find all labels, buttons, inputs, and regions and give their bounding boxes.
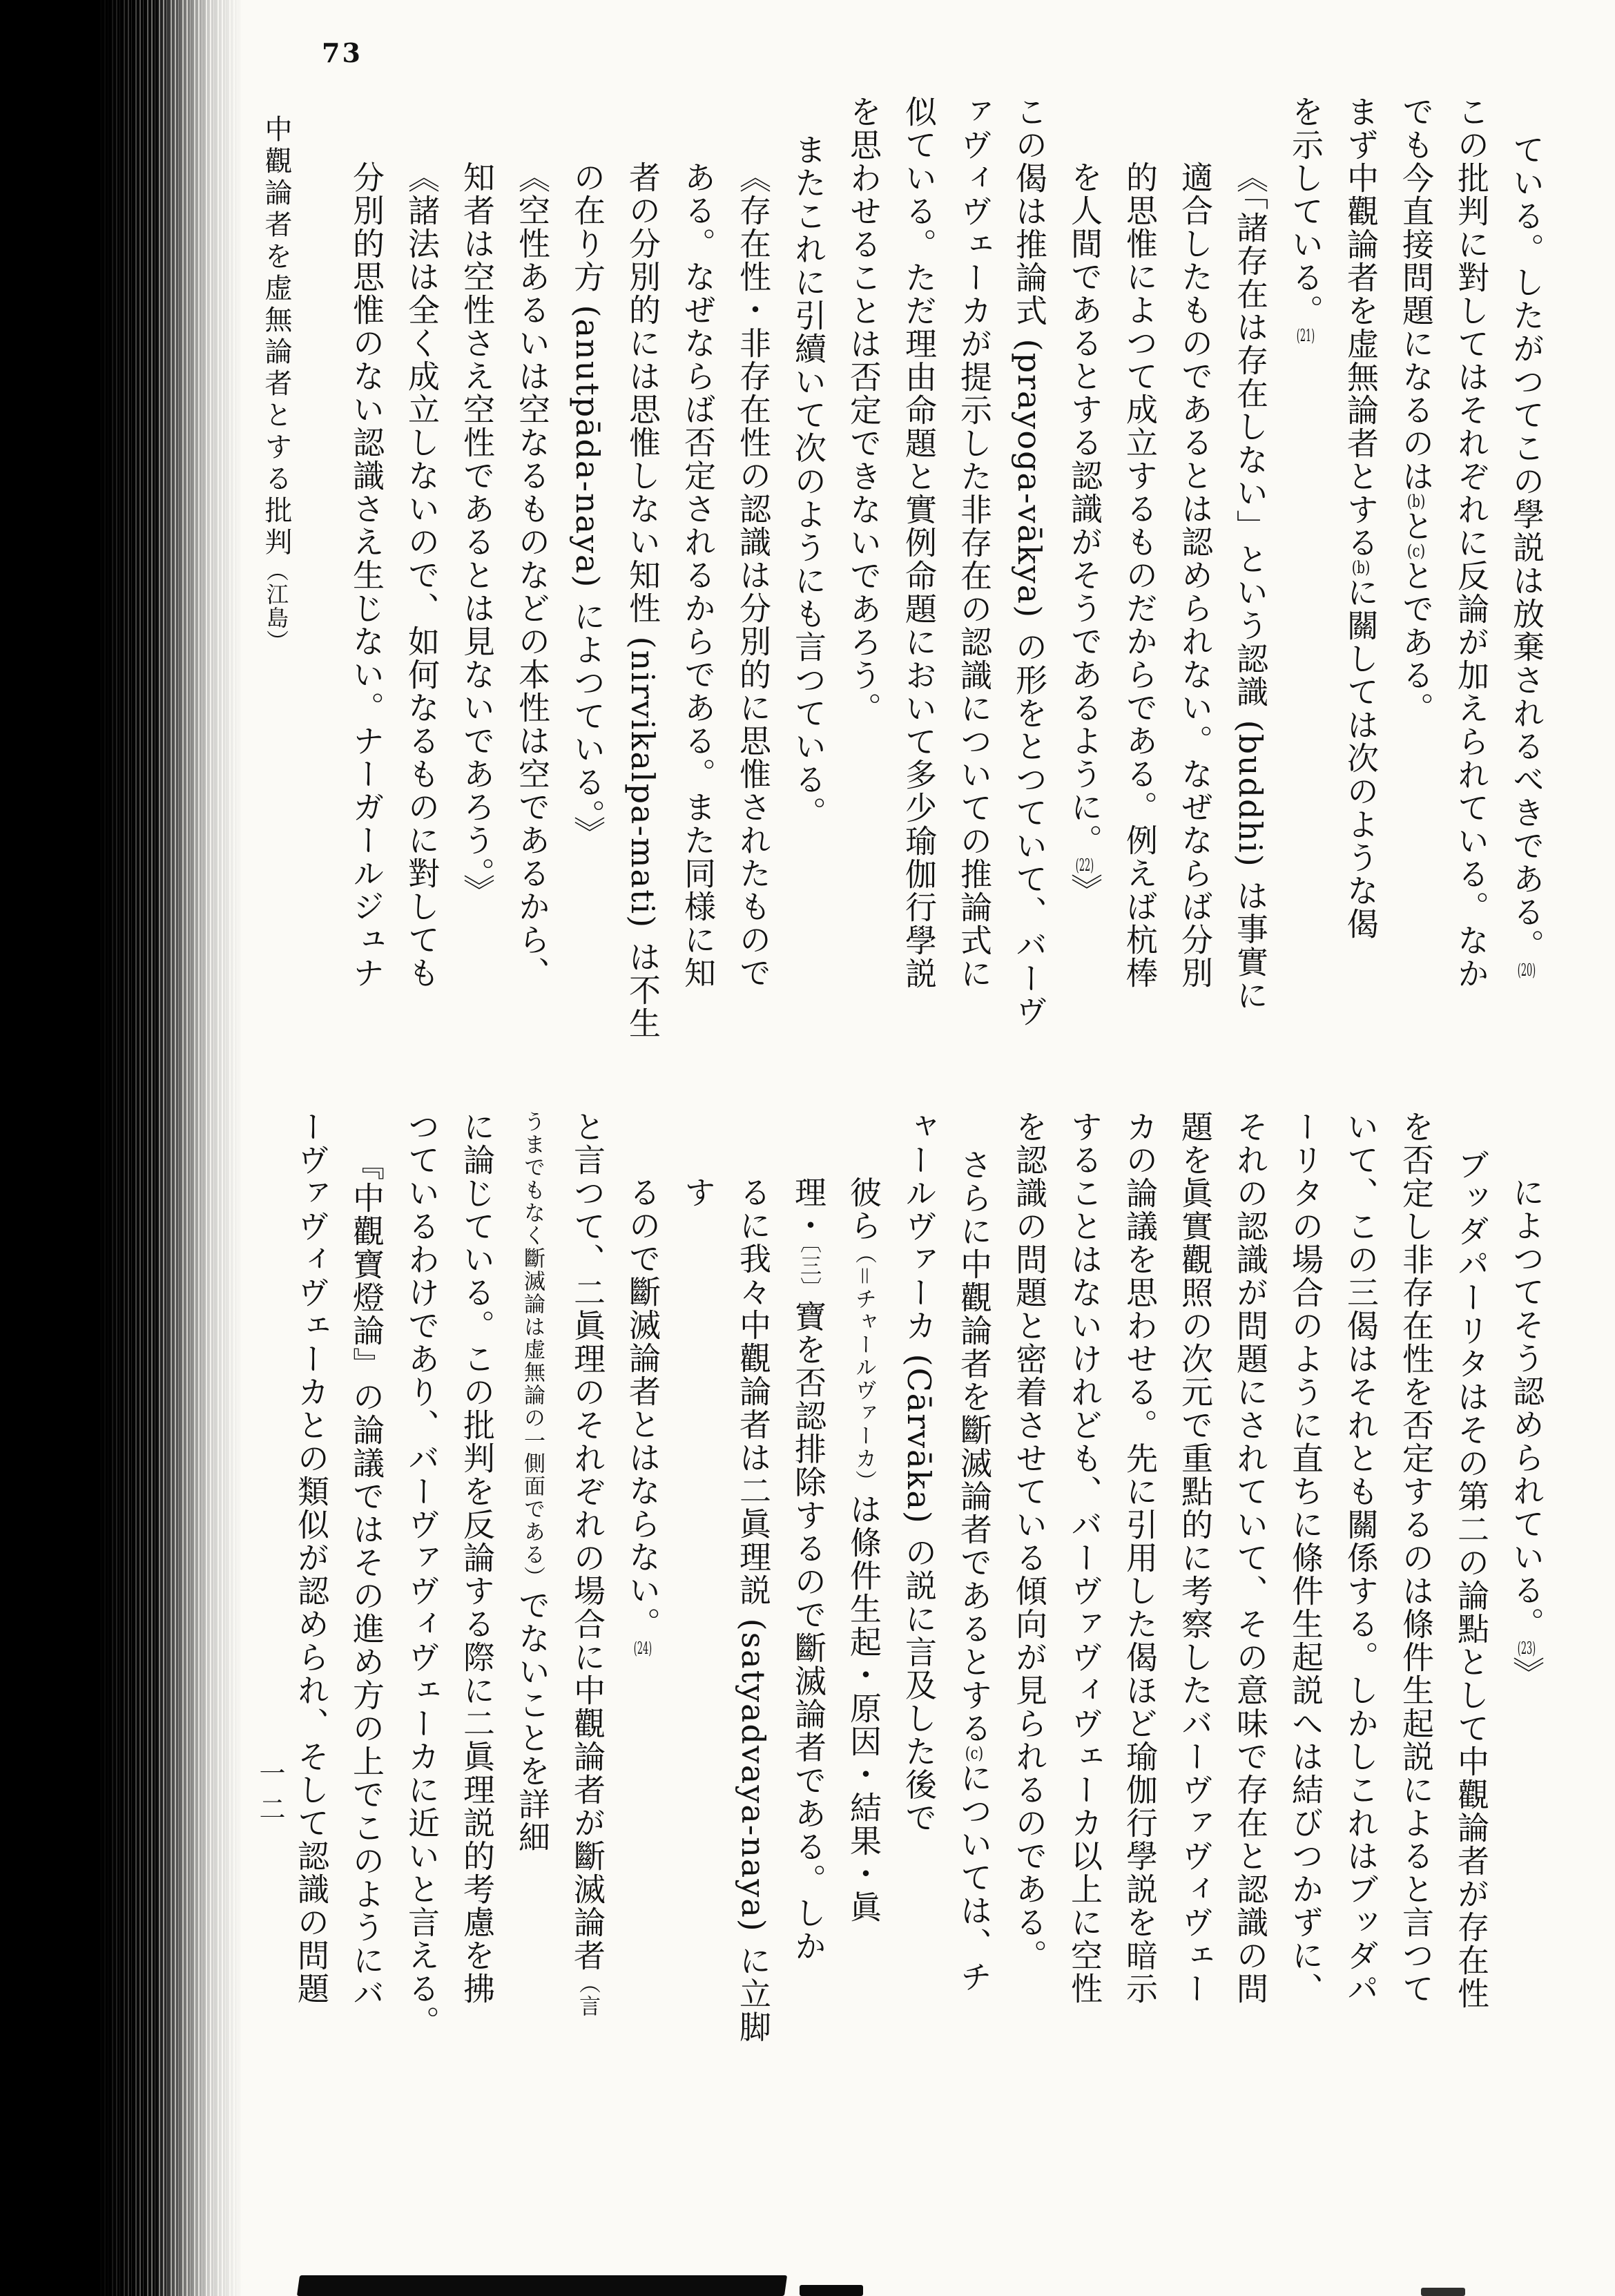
running-title-author: （江島） bbox=[263, 559, 289, 653]
text-run: まず中觀論者を虚無論者とする bbox=[1342, 95, 1380, 559]
bottom-text-block bbox=[284, 1110, 1554, 2072]
text-run: 彼ら bbox=[845, 1176, 882, 1242]
text-run: することはないけれども、バーヴァヴィヴェーカ以上に空性 bbox=[1066, 1110, 1103, 2005]
note-marker: (c) bbox=[1406, 543, 1426, 559]
text-column bbox=[394, 1110, 449, 2072]
text-column bbox=[449, 1110, 505, 2072]
text-run: るに我々中觀論者は二眞理説 (satyadvaya-naya) に立脚す bbox=[679, 1176, 772, 2044]
text-run: それの認識が問題にされていて、その意味で存在と認識の問 bbox=[1232, 1110, 1269, 2005]
text-run: でないことを詳細 bbox=[514, 1589, 551, 1854]
text-column bbox=[891, 95, 947, 1057]
text-column bbox=[781, 95, 836, 1057]
scan-smudge bbox=[297, 2275, 787, 2296]
text-run: に關しては次のような偈 bbox=[1342, 576, 1380, 940]
scan-smudge bbox=[800, 2285, 863, 2296]
text-run: ブッダパーリタはその第二の論點として中觀論者が存在性 bbox=[1453, 1148, 1490, 2010]
text-run: と bbox=[1398, 510, 1435, 543]
text-run: とである。 bbox=[1398, 559, 1435, 725]
header-page-number: 73 bbox=[322, 37, 362, 68]
text-column bbox=[284, 1110, 339, 2072]
text-run: によつてそう認められている。 bbox=[1508, 1176, 1545, 1640]
text-run: 《諸法は全く成立しないので、如何なるものに對しても bbox=[403, 161, 441, 990]
text-run: を思わせることは否定できないであろう。 bbox=[845, 95, 882, 725]
text-run: を示している。 bbox=[1287, 95, 1324, 327]
text-run: を否定し非存在性を否定するのは條件生起説によると言つて bbox=[1398, 1110, 1435, 2005]
text-column bbox=[1002, 1110, 1057, 2072]
text-run: 》 bbox=[1508, 1657, 1545, 1690]
text-column bbox=[1499, 1110, 1554, 2072]
text-run: 《空性あるいは空なるものなどの本性は空であるから、 bbox=[514, 161, 551, 990]
text-run: 知者は空性さえ空性であるとは見ないであろう。》 bbox=[458, 161, 496, 907]
text-column bbox=[339, 1110, 394, 2072]
small-note: うまでもなく斷滅論は虚無論の一側面である） bbox=[520, 1110, 545, 1589]
text-run: 理・ bbox=[790, 1176, 827, 1242]
text-column bbox=[726, 95, 781, 1057]
footer-page-number: 一二 bbox=[255, 1759, 285, 1831]
text-column bbox=[1223, 95, 1278, 1057]
scan-smudge bbox=[1421, 2288, 1465, 2296]
text-column bbox=[670, 1110, 781, 2072]
text-run: ャールヴァーカ (Cārvāka) の説に言及した後で bbox=[900, 1110, 938, 1835]
text-column bbox=[560, 95, 615, 1057]
text-column bbox=[339, 95, 394, 1057]
small-note: （＝チャールヴァーカ） bbox=[851, 1242, 876, 1493]
text-column bbox=[1499, 95, 1554, 1057]
text-column bbox=[947, 1110, 1002, 2072]
text-run: この批判に對してはそれぞれに反論が加えられている。なか bbox=[1453, 95, 1490, 990]
text-run: ーヴァヴィヴェーカとの類似が認められ、そして認識の問題 bbox=[293, 1110, 330, 2005]
text-run: の在り方 (anutpāda-naya) によつている。》 bbox=[569, 161, 606, 850]
text-run: 《存在性・非存在性の認識は分別的に思惟されたもので bbox=[735, 161, 772, 990]
text-run: またこれに引續いて次のようにも言つている。 bbox=[790, 133, 827, 829]
text-run: を人間であるとする認識がそうであるように。 bbox=[1066, 161, 1103, 857]
text-run: この偈は推論式 (prayoga-vākya) の形をとつていて、バーヴ bbox=[1011, 95, 1048, 1028]
text-column bbox=[781, 1110, 836, 2072]
text-column bbox=[836, 95, 891, 1057]
note-marker: (c) bbox=[965, 1745, 984, 1762]
text-column bbox=[1333, 95, 1389, 1057]
small-note: （言 bbox=[575, 1972, 600, 2018]
text-run: 》 bbox=[1066, 874, 1103, 907]
text-run: を認識の問題と密着させている傾向が見られるのである。 bbox=[1011, 1110, 1048, 1972]
running-title bbox=[257, 115, 296, 653]
text-run: さらに中觀論者を斷滅論者であるとする bbox=[956, 1148, 993, 1745]
text-column bbox=[1444, 1110, 1499, 2072]
text-run: は條件生起・原因・結果・眞 bbox=[845, 1493, 882, 1924]
text-column bbox=[615, 1110, 670, 2072]
note-marker: (b) bbox=[1351, 559, 1371, 576]
text-run: るので斷滅論者とはならない。 bbox=[624, 1176, 661, 1640]
text-run: 的思惟によつて成立するものだからである。例えば杭棒 bbox=[1121, 161, 1159, 990]
text-run: 分別的思惟のない認識さえ生じない。ナーガールジュナ bbox=[348, 161, 385, 990]
note-marker: (20) bbox=[1517, 962, 1536, 978]
text-column bbox=[560, 1110, 615, 2072]
text-column bbox=[1112, 95, 1168, 1057]
text-column bbox=[1389, 1110, 1444, 2072]
text-run: 《「諸存在は存在しない」という認識 (buddhi) は事實に bbox=[1232, 161, 1269, 1012]
note-marker: (21) bbox=[1296, 327, 1315, 344]
text-run: ァヴィヴェーカが提示した非存在の認識についての推論式に bbox=[956, 95, 993, 990]
text-run: ある。なぜならば否定されるからである。また同様に知 bbox=[679, 161, 717, 990]
top-text-block bbox=[339, 95, 1554, 1057]
text-column bbox=[1057, 95, 1112, 1057]
text-run: ている。したがつてこの學説は放棄されるべきである。 bbox=[1508, 133, 1545, 962]
text-column bbox=[449, 95, 505, 1057]
text-run: つているわけであり、バーヴァヴィヴェーカに近いと言える。 bbox=[403, 1110, 441, 2038]
text-column bbox=[947, 95, 1002, 1057]
text-column bbox=[1002, 95, 1057, 1057]
text-column bbox=[1278, 95, 1333, 1057]
text-column bbox=[505, 95, 560, 1057]
text-run: 題を眞實觀照の次元で重點的に考察したバーヴァヴィヴェー bbox=[1177, 1110, 1214, 2005]
book-binding-scan-band bbox=[0, 0, 250, 2296]
text-run: については、チ bbox=[956, 1762, 993, 1994]
text-column bbox=[1112, 1110, 1168, 2072]
text-run: に論じている。この批判を反論する際に二眞理説的考慮を拂 bbox=[458, 1110, 496, 2005]
text-run: 者の分別的には思惟しない知性 (nirvikalpa-mati) は不生 bbox=[624, 161, 661, 1040]
note-marker: (b) bbox=[1406, 493, 1426, 510]
text-column bbox=[1057, 1110, 1112, 2072]
text-column bbox=[1333, 1110, 1389, 2072]
text-column bbox=[1223, 1110, 1278, 2072]
text-column bbox=[505, 1110, 560, 2072]
text-run: と言つて、二眞理のそれぞれの場合に中觀論者が斷滅論者 bbox=[569, 1110, 606, 1972]
text-run: 『中觀寶燈論』の論議ではその進め方の上でこのようにバ bbox=[348, 1148, 385, 2010]
text-column bbox=[394, 95, 449, 1057]
text-column bbox=[891, 1110, 947, 2072]
text-column bbox=[836, 1110, 891, 2072]
text-column bbox=[1278, 1110, 1333, 2072]
text-run: カの論議を思わせる。先に引用した偈ほど瑜伽行學説を暗示 bbox=[1121, 1110, 1159, 2005]
text-column bbox=[1168, 1110, 1223, 2072]
text-column bbox=[615, 95, 670, 1057]
note-marker: (23) bbox=[1517, 1640, 1536, 1657]
note-marker: (22) bbox=[1075, 857, 1094, 874]
text-column bbox=[1444, 95, 1499, 1057]
text-run: 似ている。ただ理由命題と實例命題において多少瑜伽行學説 bbox=[900, 95, 938, 990]
text-run: ーリタの場合のように直ちに條件生起説へは結びつかずに、 bbox=[1287, 1110, 1324, 2005]
text-column bbox=[1389, 95, 1444, 1057]
text-column bbox=[670, 95, 726, 1057]
text-column bbox=[1168, 95, 1223, 1057]
running-title-text: 中觀論者を虚無論者とする批判 bbox=[260, 115, 292, 559]
text-run: 適合したものであるとは認められない。なぜならば分別 bbox=[1177, 161, 1214, 990]
text-run: 寶を否認排除するので斷滅論者である。しか bbox=[790, 1300, 827, 1963]
text-run: でも今直接問題になるのは bbox=[1398, 95, 1435, 493]
small-note: 〔三〕 bbox=[796, 1242, 821, 1300]
note-marker: (24) bbox=[633, 1640, 652, 1657]
text-run: いて、この三偈はそれとも關係する。しかしこれはブッダパ bbox=[1342, 1110, 1380, 2005]
